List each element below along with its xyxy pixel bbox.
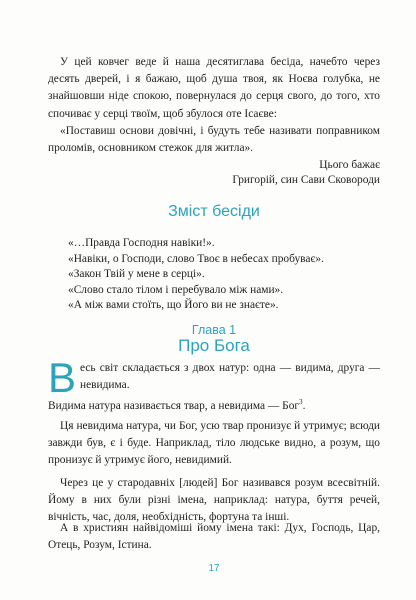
- epigraph-signature: [232, 158, 380, 189]
- chapter-title: Про Бога: [178, 336, 250, 355]
- paragraph-3: Ця невидима натура, чи Бог, усю твар пронизує й утримує; всюди завжди був, є і буде. Наприклад, тіло людське видно, а розум, що пронизує й утримує його, невидимий.: [48, 420, 380, 467]
- footnote-marker[interactable]: 3: [299, 398, 303, 407]
- epigraph-quote: «Поставиш основи довічні, і будуть тебе називати поправником проломів, основником стежок для житла».: [48, 125, 380, 155]
- paragraph-1-text: есь світ складається з двох натур: одна — видима, друга — невидима.: [80, 362, 380, 392]
- toc-heading: Зміст бесіди: [168, 203, 260, 220]
- toc-item: «Слово стало тілом і перебувало між нами».: [68, 283, 284, 296]
- intro-paragraph: У цей ковчег веде й наша десятиглава бесіда, начебто через десять дверей, і я бажаю, щоб душа твоя, як Ноєва голубка, не знайшовши ніде спокою, повернулася до серця свого, до того, хто спочиває у серці твоїм, щоб збулося оте Ісаєве:: [48, 56, 380, 120]
- toc-item: «…Правда Господня навіки!».: [68, 237, 215, 249]
- toc-item: «Навіки, о Господи, слово Твоє в небесах пробуває».: [68, 252, 324, 265]
- paragraph-2-text: Видима натура називається твар, а невидима — Бог: [48, 400, 300, 412]
- signature-line-1: Цього бажає: [319, 159, 380, 171]
- paragraph-2-end: .: [302, 400, 306, 412]
- page-number: 17: [208, 563, 220, 574]
- paragraph-1: [48, 354, 380, 401]
- toc-list: [68, 236, 378, 314]
- toc-item: «Закон Твій у мене в серці».: [68, 268, 205, 281]
- paragraph-5: А в християн найвідоміші йому імена такі: Дух, Господь, Цар, Отець, Розум, Істина.: [48, 522, 380, 552]
- paragraph-2: [48, 398, 380, 415]
- toc-item: «А між вами стоїть, що Його ви не знаєте».: [68, 299, 279, 312]
- paragraph-4: Через це у стародавніх [людей] Бог називався розум всесвітній. Йому в них були різні імена, наприклад: натура, буття речей, вічність, час, доля, необхідність, фортуна та інші.: [48, 477, 380, 524]
- signature-line-2: Григорій, син Сави Сковороди: [232, 174, 380, 187]
- chapter-label: Глава 1: [191, 323, 237, 337]
- drop-cap: В: [48, 354, 77, 401]
